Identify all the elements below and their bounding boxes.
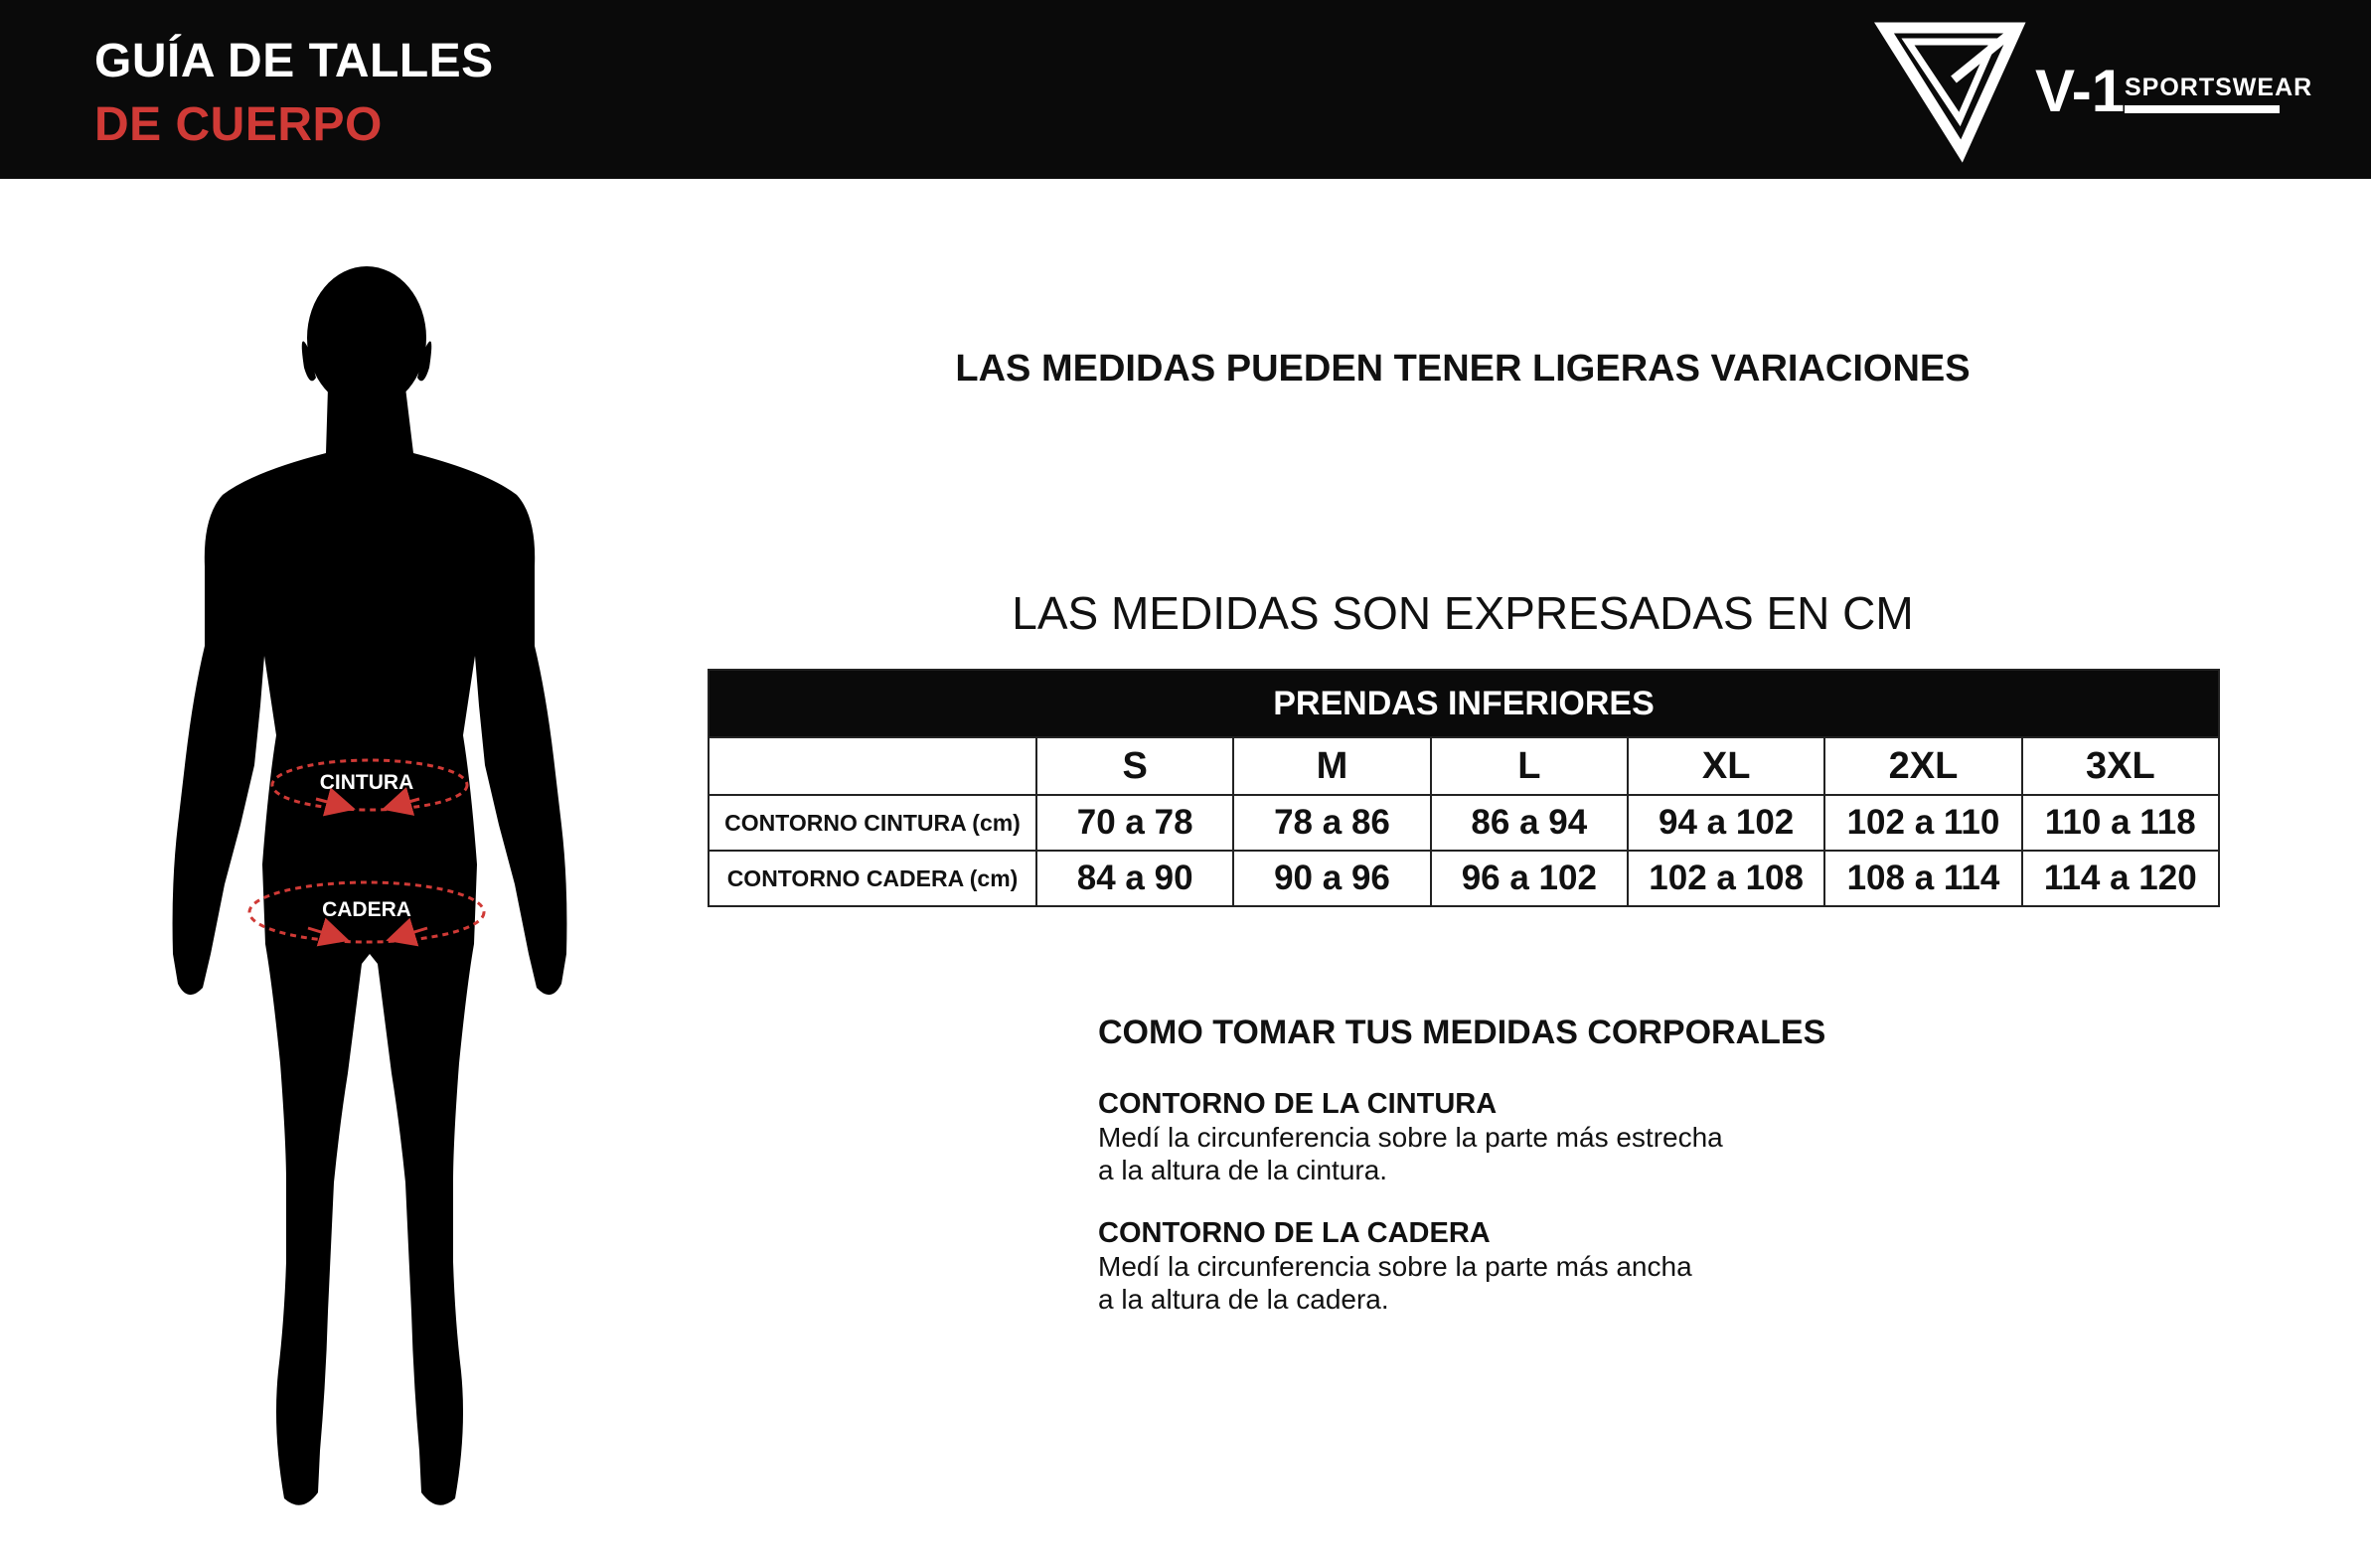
waist-label: CINTURA [319, 771, 414, 794]
instruction-text: a la altura de la cadera. [1098, 1284, 1389, 1315]
header-bar [0, 0, 2371, 179]
table-row [709, 851, 2219, 906]
torso-shape [173, 388, 567, 1505]
instructions-title: COMO TOMAR TUS MEDIDAS CORPORALES [1098, 1014, 1826, 1051]
table-title: PRENDAS INFERIORES [709, 670, 2219, 737]
table-cell: 110 a 118 [2022, 795, 2219, 851]
variation-notice: LAS MEDIDAS PUEDEN TENER LIGERAS VARIACIONES [955, 348, 1971, 390]
size-header: S [1036, 737, 1233, 795]
table-cell: 78 a 86 [1233, 795, 1430, 851]
brand-logo [1878, 20, 2313, 159]
body-silhouette [139, 268, 596, 1530]
instruction-heading: CONTORNO DE LA CINTURA [1098, 1088, 1498, 1120]
table-cell: 96 a 102 [1431, 851, 1628, 906]
table-corner-cell [709, 737, 1036, 795]
size-header: M [1233, 737, 1430, 795]
table-cell: 94 a 102 [1628, 795, 1824, 851]
table-cell: 102 a 108 [1628, 851, 1824, 906]
size-header: 2XL [1824, 737, 2021, 795]
table-cell: 108 a 114 [1824, 851, 2021, 906]
instruction-text: Medí la circunferencia sobre la parte más estrecha [1098, 1122, 1723, 1153]
row-label: CONTORNO CINTURA (cm) [709, 795, 1036, 851]
units-notice: LAS MEDIDAS SON EXPRESADAS EN CM [1012, 587, 1914, 639]
table-cell: 90 a 96 [1233, 851, 1430, 906]
size-header: XL [1628, 737, 1824, 795]
table-cell: 86 a 94 [1431, 795, 1628, 851]
row-label: CONTORNO CADERA (cm) [709, 851, 1036, 906]
table-row [709, 795, 2219, 851]
table-cell: 114 a 120 [2022, 851, 2219, 906]
size-header: 3XL [2022, 737, 2219, 795]
hip-label: CADERA [322, 898, 411, 921]
waist-instruction [1098, 1087, 1992, 1186]
size-table [708, 669, 2220, 907]
instruction-heading: CONTORNO DE LA CADERA [1098, 1217, 1491, 1249]
table-cell: 102 a 110 [1824, 795, 2021, 851]
measurement-instructions [1098, 1014, 1992, 1345]
table-cell: 84 a 90 [1036, 851, 1233, 906]
hip-instruction [1098, 1216, 1992, 1316]
brand-word-text: SPORTSWEAR [2125, 74, 2313, 101]
page-title: GUÍA DE TALLES [94, 35, 494, 87]
table-cell: 70 a 78 [1036, 795, 1233, 851]
instruction-text: a la altura de la cintura. [1098, 1155, 1388, 1185]
page-subtitle: DE CUERPO [94, 98, 383, 151]
size-header: L [1431, 737, 1628, 795]
brand-mark-text: V-1 [2035, 58, 2126, 124]
instruction-text: Medí la circunferencia sobre la parte más ancha [1098, 1251, 1692, 1282]
